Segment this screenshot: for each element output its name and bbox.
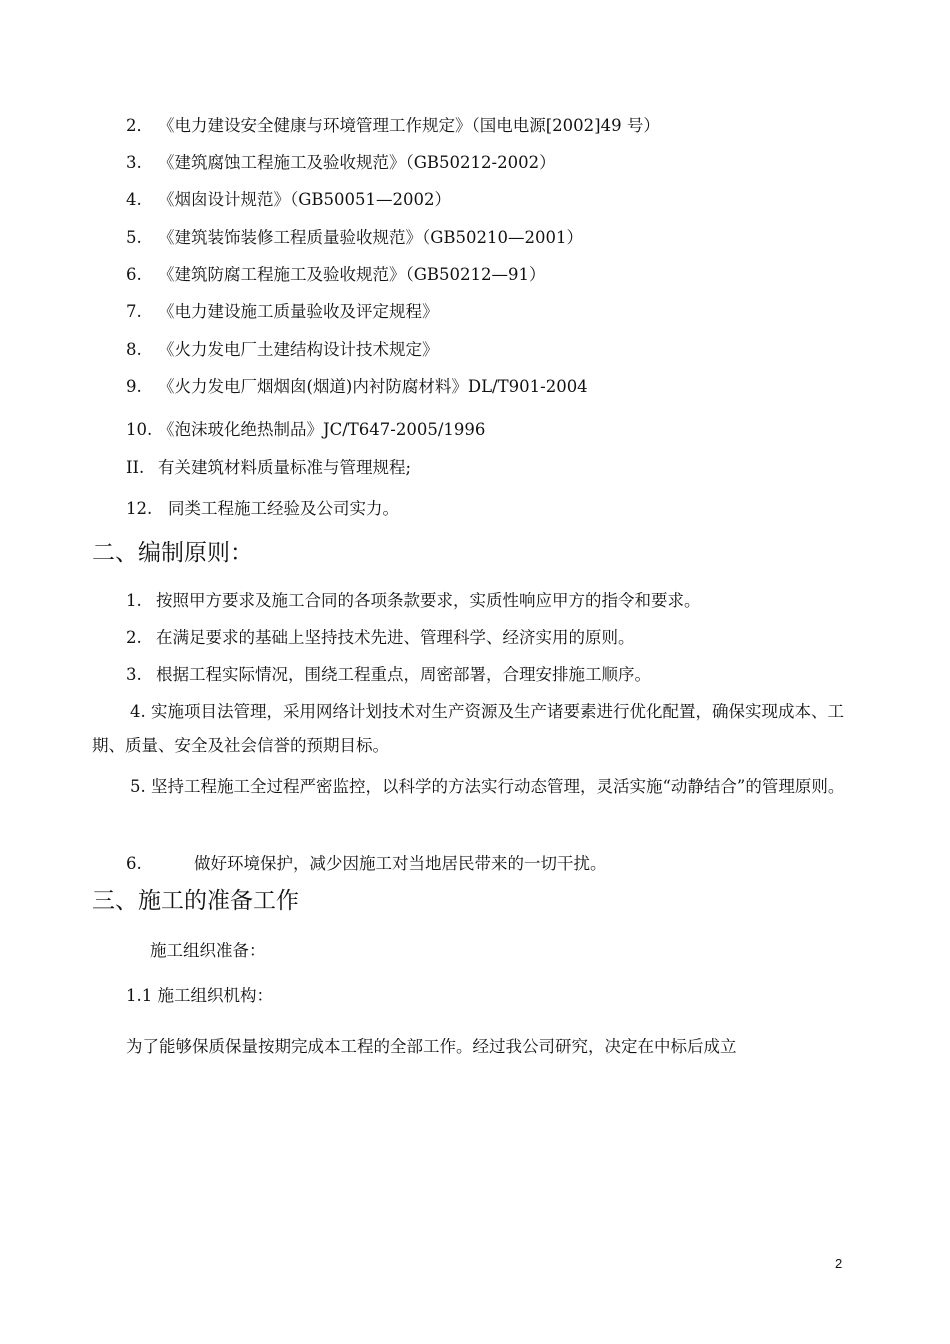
item-text: 在满足要求的基础上坚持技术先进、管理科学、经济实用的原则。 xyxy=(156,628,635,647)
item-text: 做好环境保护，减少因施工对当地居民带来的一切干扰。 xyxy=(194,854,607,873)
item-text: 《泡沫玻化绝热制品》JC/T647-2005/1996 xyxy=(158,420,486,439)
item-number: 2． xyxy=(126,116,153,135)
item-text: 实施项目法管理，采用网络计划技术对生产资源及生产诸要素进行优化配置，确保实现成本、工期、质量、安全及社会信誉的预期目标。 xyxy=(92,702,844,755)
item-text: 坚持工程施工全过程严密监控，以科学的方法实行动态管理，灵活实施“动静结合”的管理原则。 xyxy=(151,777,845,796)
item-text: 按照甲方要求及施工合同的各项条款要求，实质性响应甲方的指令和要求。 xyxy=(156,591,701,610)
item-number: 3. xyxy=(126,665,142,684)
reference-item xyxy=(126,115,660,137)
reference-item xyxy=(126,376,588,398)
item-number: 6. xyxy=(126,854,142,873)
principle-item xyxy=(92,770,872,804)
item-text: 《火力发电厂烟烟囱(烟道)内衬防腐材料》DL/T901-2004 xyxy=(158,377,588,396)
principle-item xyxy=(126,664,651,686)
section-heading: 三、施工的准备工作 xyxy=(92,888,299,914)
item-number: 12. xyxy=(126,499,153,518)
item-number: 6. xyxy=(126,265,142,284)
sub-item: 1.1 施工组织机构： xyxy=(126,986,273,1005)
item-number: 2. xyxy=(126,628,142,647)
principle-item xyxy=(92,695,872,763)
section-heading: 二、编制原则： xyxy=(92,540,253,566)
item-number: 9. xyxy=(126,377,142,396)
item-number: II. xyxy=(126,458,145,477)
reference-item xyxy=(126,301,439,323)
item-number: 4. xyxy=(130,702,146,721)
item-number: 8. xyxy=(126,340,142,359)
reference-item xyxy=(126,339,439,361)
item-text: 《电力建设施工质量验收及评定规程》 xyxy=(158,302,439,321)
paragraph: 为了能够保质保量按期完成本工程的全部工作。经过我公司研究，决定在中标后成立 xyxy=(126,1037,737,1056)
item-text: 同类工程施工经验及公司实力。 xyxy=(168,499,399,518)
reference-item xyxy=(126,152,556,174)
page-number: 2 xyxy=(835,1256,843,1271)
item-number: 5. xyxy=(130,777,146,796)
item-number: 7. xyxy=(126,302,142,321)
reference-item xyxy=(126,264,546,286)
item-text: 《火力发电厂土建结构设计技术规定》 xyxy=(158,340,439,359)
reference-item xyxy=(126,189,451,211)
reference-item xyxy=(126,457,411,479)
item-text: 《建筑装饰装修工程质量验收规范》（GB50210—2001） xyxy=(158,228,584,247)
item-number: 10. xyxy=(126,420,153,439)
sub-heading: 施工组织准备： xyxy=(150,941,266,960)
principle-item xyxy=(126,627,635,649)
item-number: 5. xyxy=(126,228,142,247)
principle-item xyxy=(126,853,607,875)
reference-item xyxy=(126,419,485,441)
item-text: 根据工程实际情况，围绕工程重点，周密部署，合理安排施工顺序。 xyxy=(156,665,651,684)
item-text: 《建筑腐蚀工程施工及验收规范》（GB50212-2002） xyxy=(158,153,556,172)
reference-item xyxy=(126,498,399,520)
reference-item xyxy=(126,227,583,249)
principle-item xyxy=(126,590,701,612)
item-text: 《烟囱设计规范》（GB50051—2002） xyxy=(158,190,452,209)
item-number: 1. xyxy=(126,591,142,610)
item-text: 《电力建设安全健康与环境管理工作规定》（国电电源[2002]49 号） xyxy=(158,116,660,135)
item-text: 有关建筑材料质量标准与管理规程; xyxy=(158,458,412,477)
item-text: 《建筑防腐工程施工及验收规范》（GB50212—91） xyxy=(158,265,546,284)
item-number: 4. xyxy=(126,190,142,209)
item-number: 3. xyxy=(126,153,142,172)
